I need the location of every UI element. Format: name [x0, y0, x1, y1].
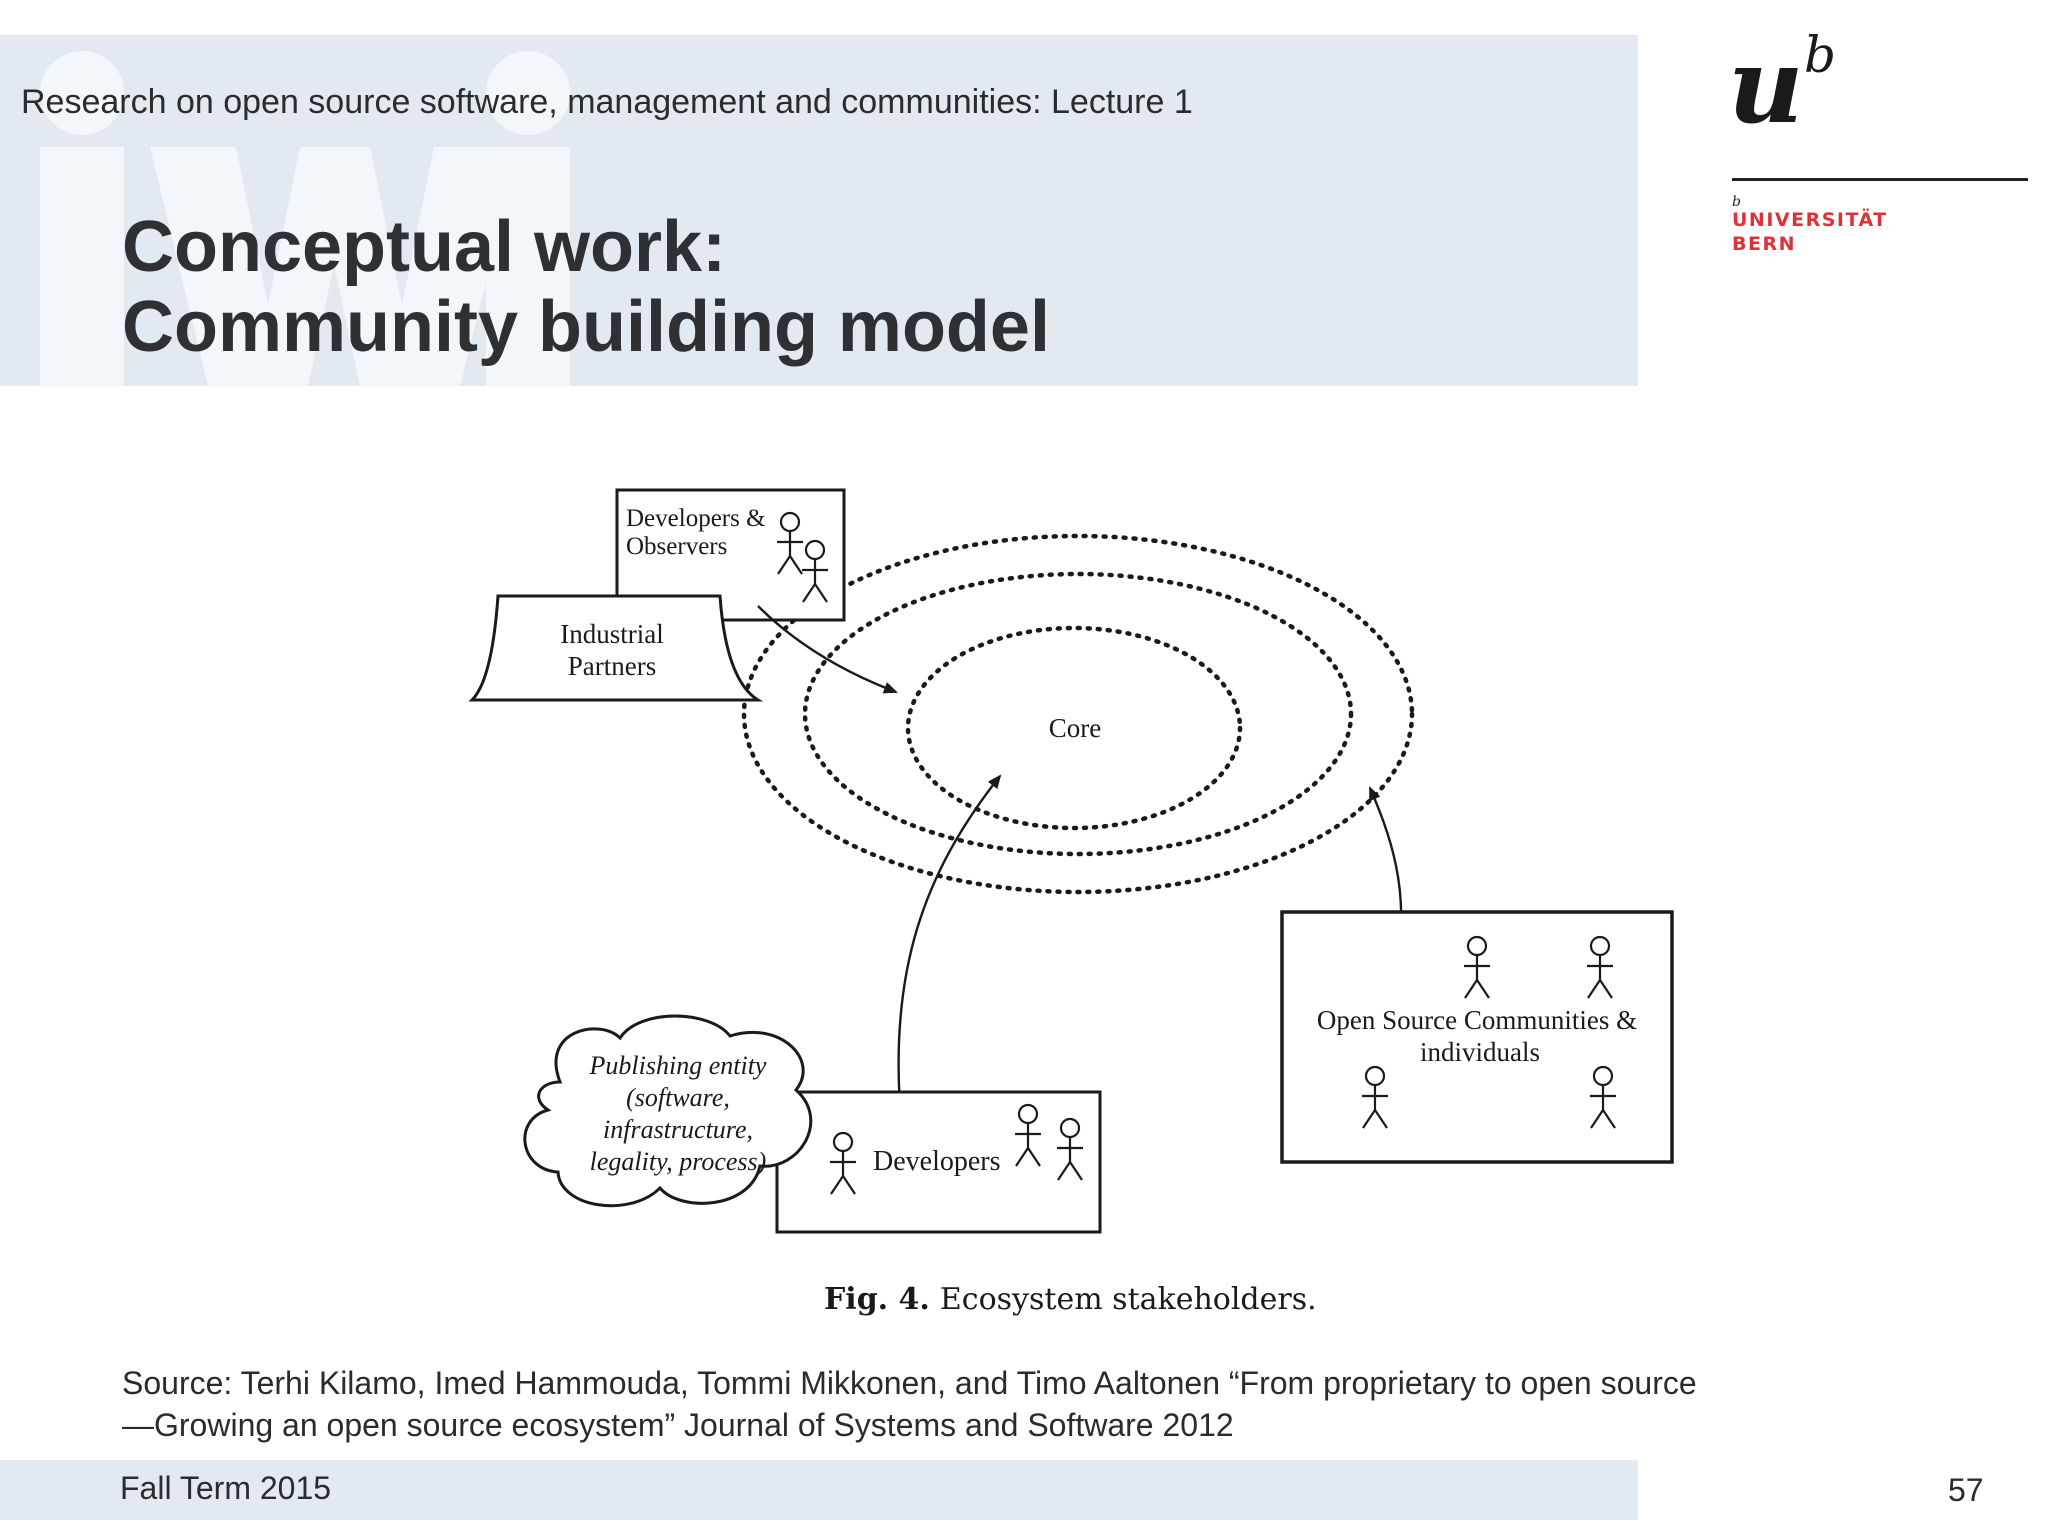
uni-name-line-1: UNIVERSITÄT	[1732, 209, 1888, 231]
logo-divider	[1732, 178, 2028, 181]
figure-caption-text: Ecosystem stakeholders.	[939, 1282, 1317, 1317]
logo-u: u	[1728, 24, 1804, 147]
university-name	[1732, 194, 1888, 256]
title-line-2: Community building model	[122, 287, 1050, 367]
uni-small-b: b	[1732, 194, 1741, 210]
arrow-developers-to-core	[899, 776, 1000, 1130]
header-band	[0, 35, 1638, 386]
core-label: Core	[1048, 713, 1102, 743]
industrial-partners-label-2: Partners	[567, 651, 657, 681]
slide-title	[122, 207, 1050, 367]
uni-name-line-2: BERN	[1732, 233, 1796, 255]
developers-observers-label-2: Observers	[626, 533, 728, 560]
ecosystem-diagram	[440, 470, 1700, 1250]
figure-caption	[824, 1282, 1317, 1317]
page-number: 57	[1948, 1472, 1984, 1508]
ub-logo-mark	[1720, 10, 2040, 180]
title-line-1: Conceptual work:	[122, 207, 727, 287]
lecture-title: Research on open source software, management and communities: Lecture 1	[21, 83, 1193, 121]
developers-label: Developers	[873, 1146, 1001, 1177]
industrial-partners-label-1: Industrial	[560, 619, 664, 649]
oss-communities-label-1: Open Source Communities &	[1316, 1005, 1638, 1035]
footer-term: Fall Term 2015	[120, 1470, 332, 1506]
figure-caption-label: Fig. 4.	[824, 1282, 930, 1317]
publishing-entity-label-4: legality, process)	[589, 1147, 767, 1176]
publishing-entity-label-1: Publishing entity	[589, 1051, 767, 1080]
oss-communities-label-2: individuals	[1420, 1037, 1540, 1067]
developers-observers-label-1: Developers &	[626, 505, 766, 532]
source-citation: Source: Terhi Kilamo, Imed Hammouda, Tommi Mikkonen, and Timo Aaltonen “From proprietary to open source—Growing an open source ecosystem” Journal of Systems and Software 2012	[122, 1365, 1697, 1443]
publishing-entity-label-3: infrastructure,	[603, 1115, 753, 1144]
publishing-entity-label-2: (software,	[626, 1083, 730, 1112]
logo-b: b	[1804, 26, 1837, 84]
